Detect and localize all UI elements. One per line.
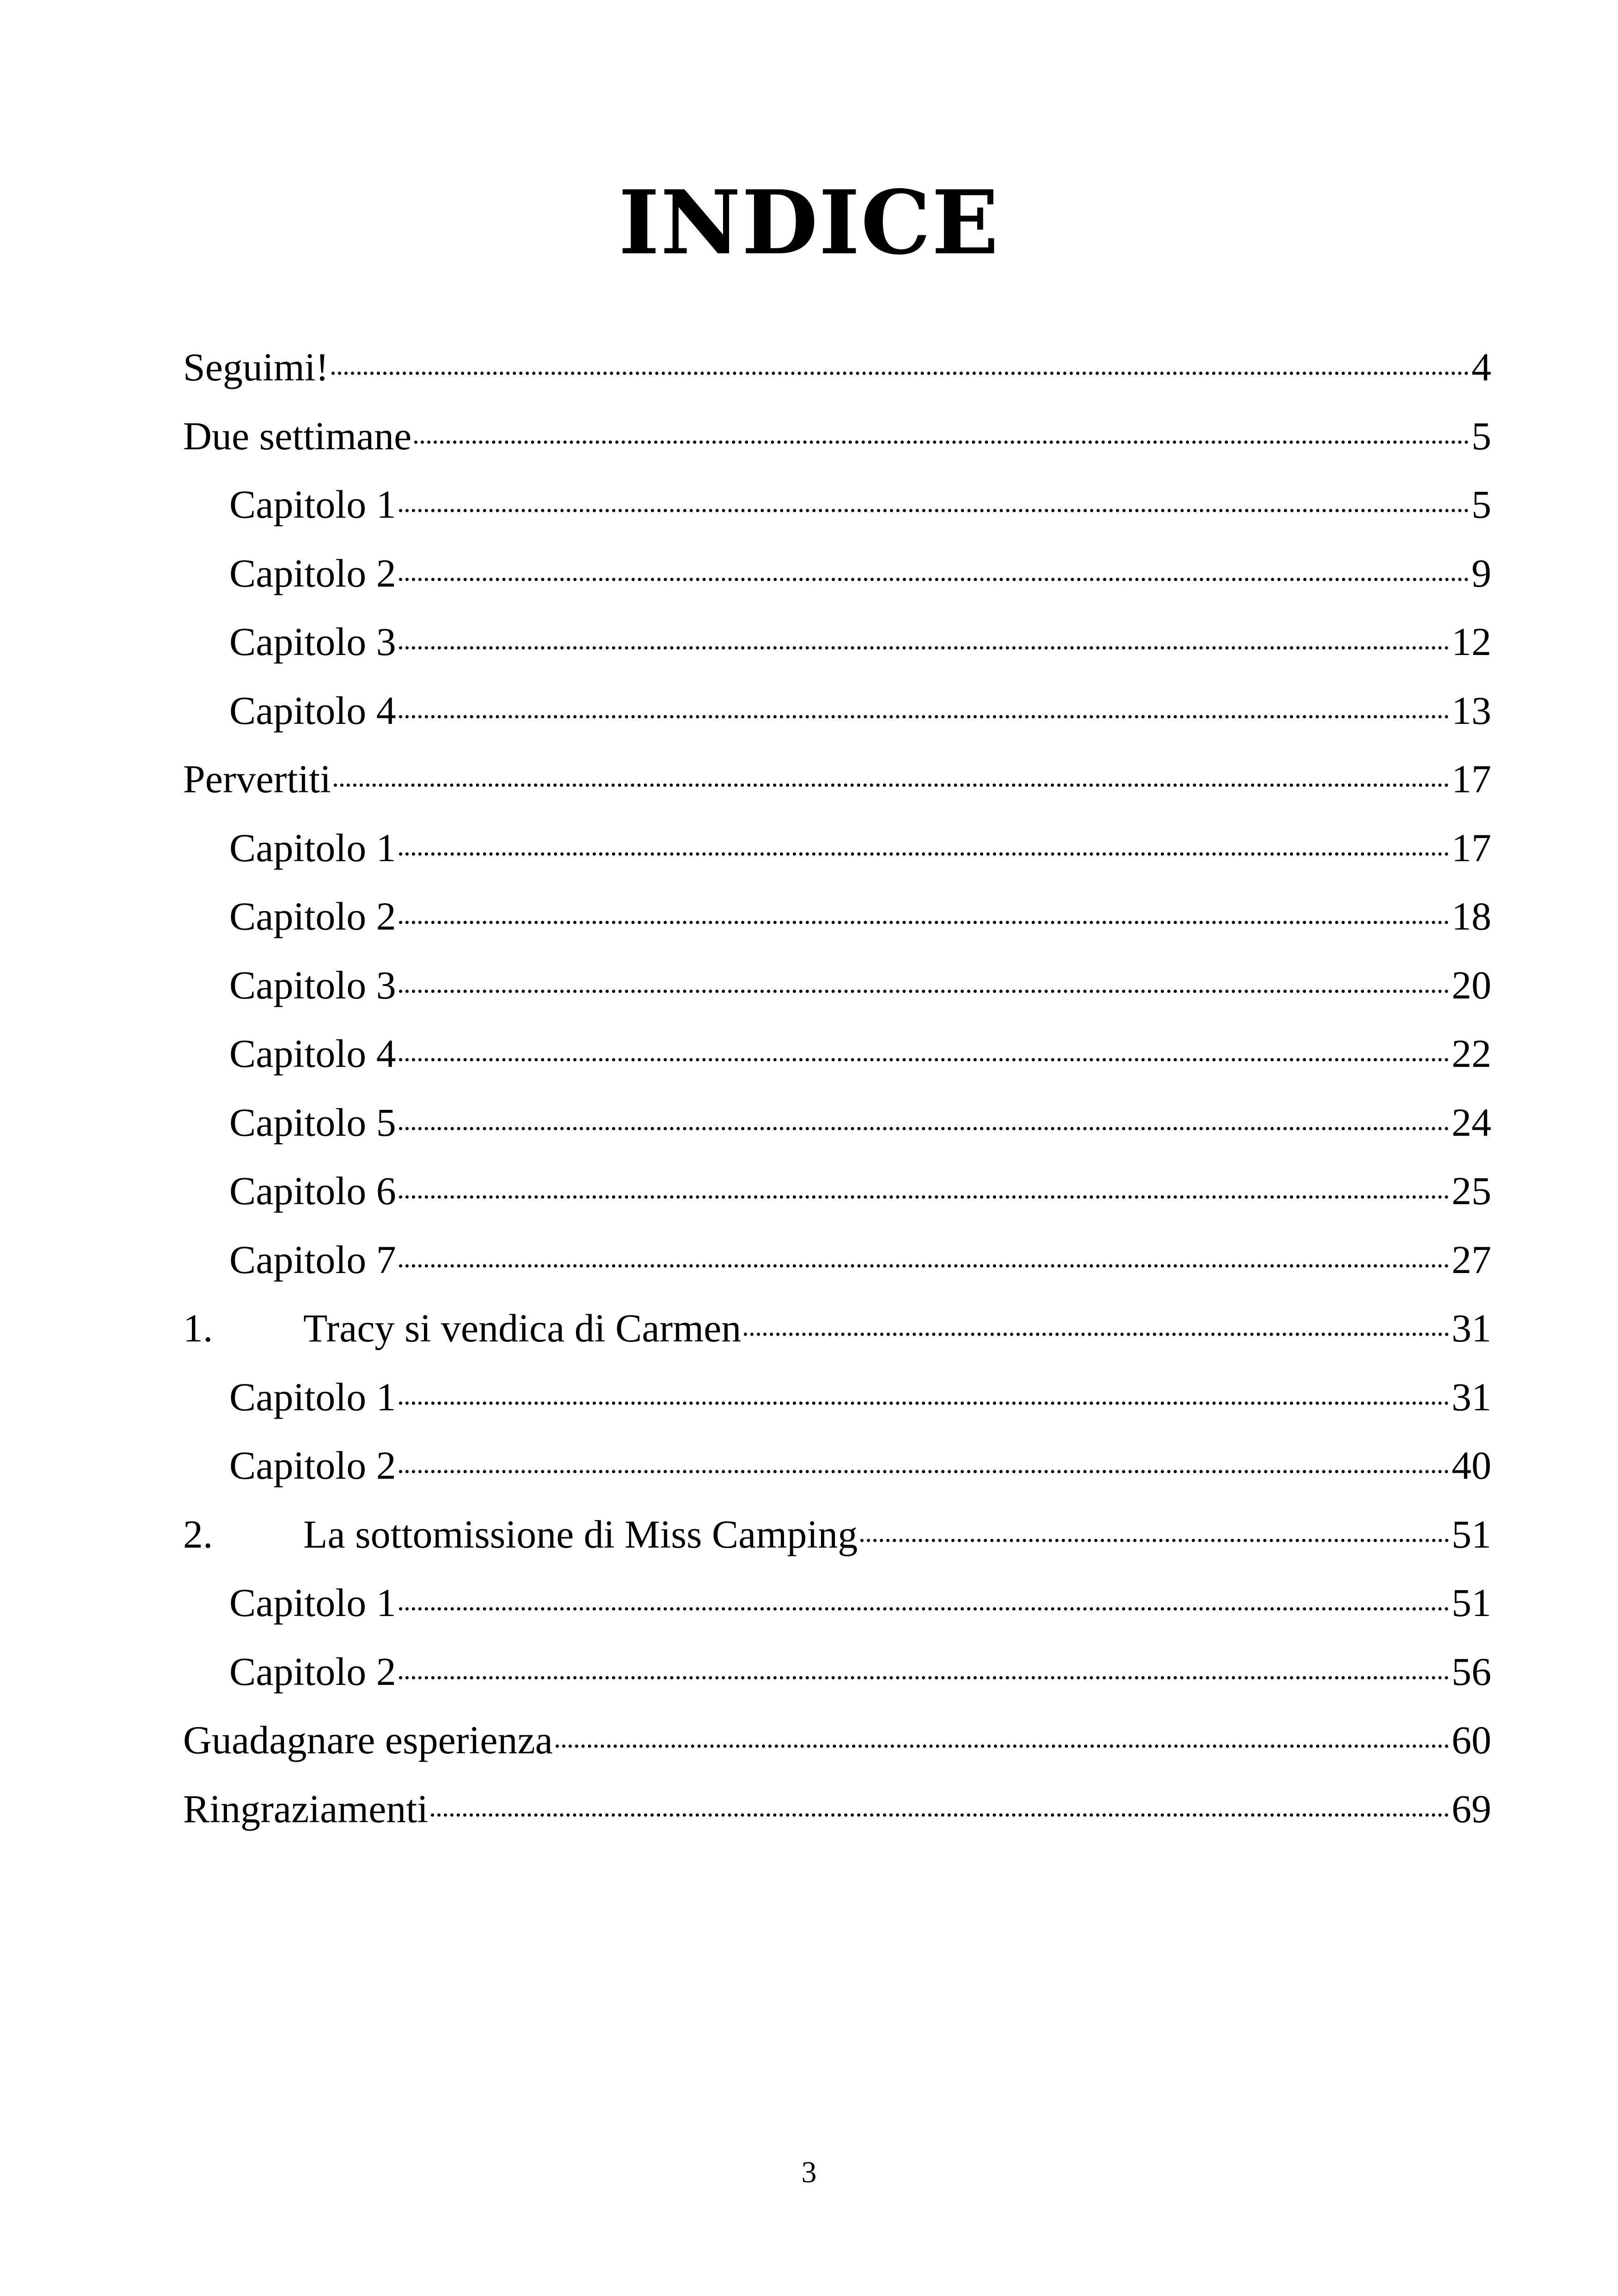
toc-entry-page: 5 [1471, 413, 1491, 458]
toc-entry-page: 56 [1452, 1649, 1491, 1694]
page-number: 3 [801, 2155, 817, 2189]
dot-leader [334, 784, 1449, 787]
toc-entry-page: 31 [1452, 1374, 1491, 1419]
toc-entry-page: 18 [1452, 894, 1491, 938]
toc-entry-title: Seguimi! [183, 345, 329, 389]
toc-entry-title: Capitolo 2 [229, 551, 396, 595]
toc-entry-page: 25 [1452, 1169, 1491, 1213]
toc-entry-page: 13 [1452, 688, 1491, 733]
dot-leader [744, 1333, 1449, 1336]
toc-entry-page: 4 [1471, 345, 1491, 389]
toc-entry-page: 27 [1452, 1237, 1491, 1282]
dot-leader [399, 1607, 1449, 1610]
toc-entry-title: Capitolo 3 [229, 619, 396, 664]
toc-entry-title: Due settimane [183, 413, 412, 458]
dot-leader [399, 921, 1449, 924]
toc-entry-title: Capitolo 1 [229, 482, 396, 527]
dot-leader [399, 578, 1469, 581]
toc-entry-title: Capitolo 5 [229, 1100, 396, 1145]
toc-entry-number: 1. [183, 1306, 213, 1350]
dot-leader [414, 441, 1469, 444]
toc-entry[interactable] [183, 1157, 1491, 1225]
toc-entry[interactable] [183, 1775, 1491, 1843]
toc-entry-title: Capitolo 1 [229, 1580, 396, 1625]
toc-entry[interactable] [183, 814, 1491, 882]
toc-entry-number: 2. [183, 1512, 213, 1556]
toc-entry-page: 17 [1452, 757, 1491, 801]
toc-entry-page: 51 [1452, 1512, 1491, 1556]
toc-entry[interactable] [183, 402, 1491, 471]
toc-entry-title: Capitolo 2 [229, 1649, 396, 1694]
toc-entry-title: Ringraziamenti [183, 1786, 429, 1831]
dot-leader [399, 1402, 1449, 1405]
toc-entry-title: Capitolo 7 [229, 1237, 396, 1282]
toc-entry[interactable] [183, 1363, 1491, 1432]
toc-entry[interactable] [183, 1637, 1491, 1706]
dot-leader [399, 1195, 1449, 1199]
toc-entry-page: 17 [1452, 825, 1491, 870]
dot-leader [399, 646, 1449, 649]
toc-entry-title: La sottomissione di Miss Camping [303, 1512, 858, 1556]
toc-entry-title: Guadagnare esperienza [183, 1718, 553, 1762]
toc-entry[interactable] [183, 470, 1491, 539]
toc-entry-page: 69 [1452, 1786, 1491, 1831]
toc-entry-page: 24 [1452, 1100, 1491, 1145]
dot-leader [399, 1470, 1449, 1473]
toc-entry-title: Pervertiti [183, 757, 331, 801]
toc-entry[interactable] [183, 1225, 1491, 1294]
toc-entry[interactable] [183, 1088, 1491, 1157]
dot-leader [556, 1745, 1449, 1748]
toc-entry[interactable] [183, 676, 1491, 745]
toc-entry[interactable] [183, 882, 1491, 951]
toc-entry[interactable] [183, 951, 1491, 1020]
toc-entry-page: 31 [1452, 1306, 1491, 1350]
toc-entry-title: Capitolo 4 [229, 1031, 396, 1076]
toc-entry-page: 40 [1452, 1443, 1491, 1488]
toc-entry[interactable] [183, 745, 1491, 814]
toc-entry[interactable] [183, 1294, 1491, 1363]
toc-entry-page: 22 [1452, 1031, 1491, 1076]
dot-leader [860, 1539, 1449, 1542]
dot-leader [399, 1058, 1449, 1061]
toc-entry[interactable] [183, 1431, 1491, 1500]
dot-leader [399, 1676, 1449, 1679]
toc-entry[interactable] [183, 539, 1491, 608]
dot-leader [399, 990, 1449, 993]
toc-entry[interactable] [183, 1019, 1491, 1088]
toc-entry-page: 60 [1452, 1718, 1491, 1762]
toc-entry-title: Capitolo 3 [229, 962, 396, 1007]
toc-entry[interactable] [183, 1706, 1491, 1775]
toc-entry-page: 12 [1452, 619, 1491, 664]
toc-entry[interactable] [183, 1500, 1491, 1569]
toc-entry-title: Capitolo 1 [229, 1374, 396, 1419]
dot-leader [431, 1813, 1449, 1817]
toc-entry[interactable] [183, 333, 1491, 402]
dot-leader [399, 852, 1449, 856]
toc-entry-title: Tracy si vendica di Carmen [303, 1306, 742, 1350]
toc-entry-title: Capitolo 2 [229, 894, 396, 938]
toc-entry-title: Capitolo 1 [229, 825, 396, 870]
dot-leader [399, 1127, 1449, 1130]
dot-leader [399, 715, 1449, 718]
page-title: INDICE [618, 171, 1000, 275]
dot-leader [399, 1264, 1449, 1267]
toc-entry-page: 51 [1452, 1580, 1491, 1625]
toc-entry[interactable] [183, 1568, 1491, 1637]
table-of-contents [183, 333, 1491, 1843]
dot-leader [331, 372, 1469, 375]
toc-entry-page: 20 [1452, 962, 1491, 1007]
toc-entry-page: 5 [1471, 482, 1491, 527]
dot-leader [399, 509, 1469, 512]
toc-entry-title: Capitolo 6 [229, 1169, 396, 1213]
toc-entry-title: Capitolo 4 [229, 688, 396, 733]
toc-entry-page: 9 [1471, 551, 1491, 595]
toc-entry-title: Capitolo 2 [229, 1443, 396, 1488]
toc-entry[interactable] [183, 607, 1491, 676]
